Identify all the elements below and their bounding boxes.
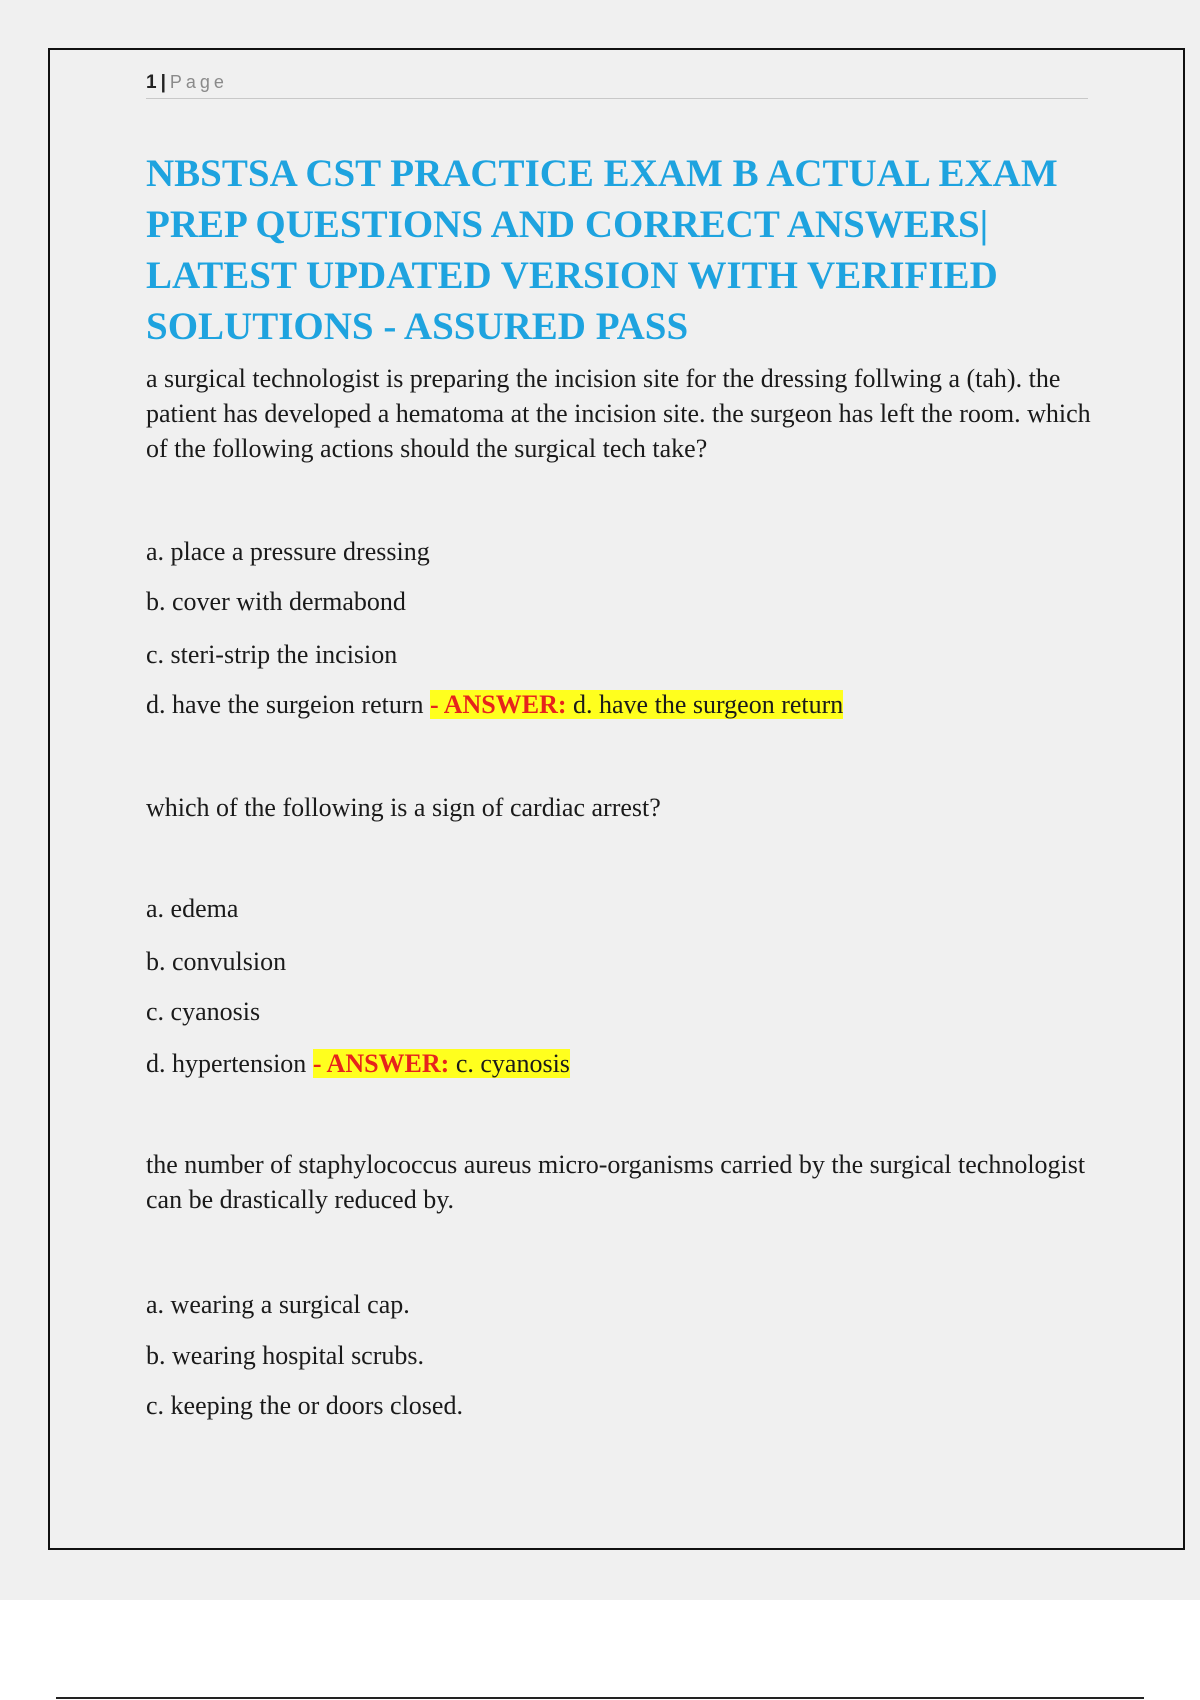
question-2-option-d-row <box>146 1046 570 1081</box>
question-2-option-b: b. convulsion <box>146 947 287 976</box>
page-separator: | <box>160 72 166 93</box>
answer-text: c. cyanosis <box>449 1049 570 1078</box>
page-header <box>146 72 1088 99</box>
question-1-option-c: c. steri-strip the incision <box>146 640 398 669</box>
question-2-option-c: c. cyanosis <box>146 997 261 1026</box>
question-3-option-c: c. keeping the or doors closed. <box>146 1391 463 1420</box>
answer-text: d. have the surgeon return <box>566 690 844 719</box>
question-1-option-a: a. place a pressure dressing <box>146 537 430 566</box>
question-2-option-d: d. hypertension <box>146 1049 307 1078</box>
question-3-option-b: b. wearing hospital scrubs. <box>146 1341 425 1370</box>
page-number: 1 <box>146 72 157 93</box>
question-1-text: a surgical technologist is preparing the incision site for the dressing follwing a (tah). the patient has developed a hematoma at the incision site. the surgeon has left the room. which of the following actions should the surgical tech take? <box>146 364 1091 463</box>
question-1-option-d: d. have the surgeion return <box>146 690 424 719</box>
question-1-option-b: b. cover with dermabond <box>146 587 406 616</box>
question-3-option-a: a. wearing a surgical cap. <box>146 1290 410 1319</box>
document-page <box>48 48 1185 1550</box>
document-title: NBSTSA CST PRACTICE EXAM B ACTUAL EXAM PREP QUESTIONS AND CORRECT ANSWERS| LATEST UPDATED VERSION WITH VERIFIED SOLUTIONS - ASSURED PASS <box>146 152 1058 348</box>
question-2-answer <box>313 1049 570 1078</box>
answer-label: - ANSWER: <box>430 690 567 719</box>
question-2-text: which of the following is a sign of cardiac arrest? <box>146 793 661 822</box>
bottom-divider <box>56 1697 1144 1699</box>
page-label: Page <box>169 72 228 92</box>
question-1-option-d-row <box>146 687 843 722</box>
answer-label: - ANSWER: <box>312 1049 450 1078</box>
question-1-answer <box>430 690 843 719</box>
question-2-option-a: a. edema <box>146 894 239 923</box>
question-3-text: the number of staphylococcus aureus micro-organisms carried by the surgical technologist can be drastically reduced by. <box>146 1150 1086 1214</box>
